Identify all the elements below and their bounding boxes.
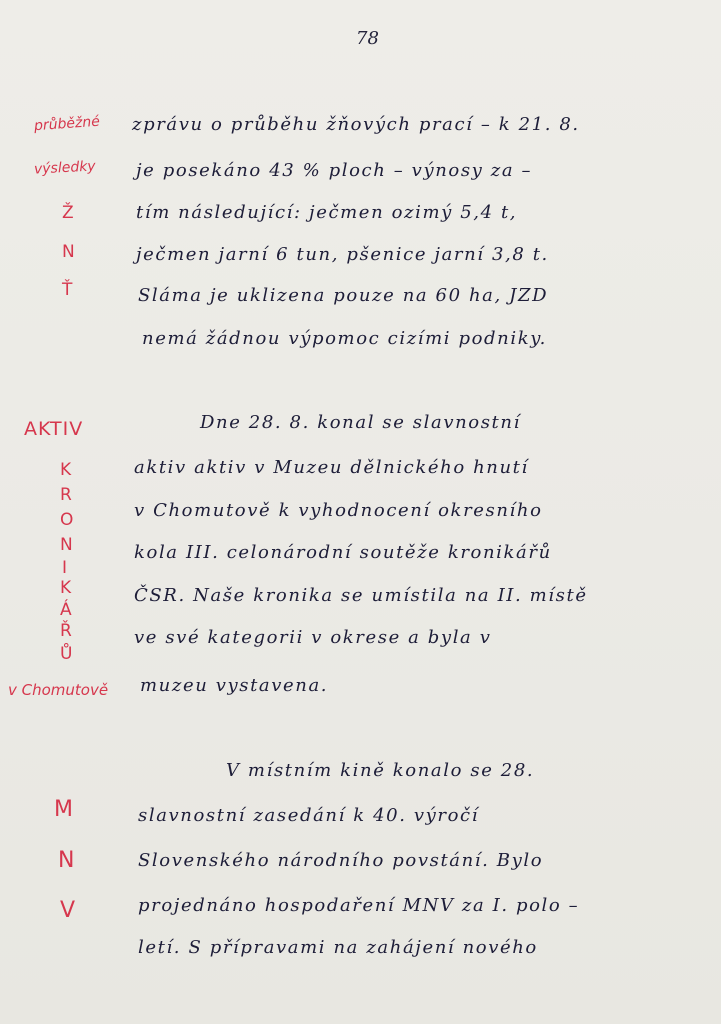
margin-letter-r-caron: Ř	[60, 621, 72, 641]
text-line: aktiv aktiv v Muzeu dělnického hnutí	[134, 457, 529, 478]
text-line: Sláma je uklizena pouze na 60 ha, JZD	[138, 285, 549, 306]
text-line: nemá žádnou výpomoc cizími podniky.	[142, 328, 547, 349]
text-line: letí. S přípravami na zahájení nového	[138, 937, 538, 958]
margin-letter-v: V	[60, 898, 76, 923]
margin-letter-n3: N	[58, 848, 75, 873]
margin-letter-z: Ž	[62, 203, 74, 223]
margin-letter-n: N	[62, 242, 75, 262]
text-line: v Chomutově k vyhodnocení okresního	[134, 500, 543, 521]
margin-letter-k1: K	[60, 460, 72, 480]
margin-letter-o: O	[60, 510, 74, 530]
text-line: ječmen jarní 6 tun, pšenice jarní 3,8 t.	[136, 244, 549, 265]
text-line: zprávu o průběhu žňových prací – k 21. 8.	[132, 114, 580, 135]
text-line: tím následující: ječmen ozimý 5,4 t,	[136, 202, 518, 223]
text-line: je posekáno 43 % ploch – výnosy za –	[136, 160, 533, 181]
margin-letter-t: Ť	[62, 280, 73, 300]
text-line: Slovenského národního povstání. Bylo	[138, 850, 544, 871]
margin-note-results-heading: výsledky	[33, 158, 97, 178]
text-line: ve své kategorii v okrese a byla v	[134, 627, 492, 648]
text-line: muzeu vystavena.	[140, 675, 329, 696]
margin-letter-m: M	[54, 797, 73, 822]
margin-letter-r: R	[60, 485, 72, 505]
margin-letter-u-ring: Ů	[60, 644, 73, 664]
text-line: projednáno hospodaření MNV za I. polo –	[138, 895, 580, 916]
text-line: kola III. celonárodní soutěže kronikářů	[134, 542, 552, 563]
margin-note-progress-heading: průběžné	[33, 113, 101, 135]
text-line: Dne 28. 8. konal se slavnostní	[200, 412, 521, 433]
margin-note-aktiv-heading: AKTIV	[24, 418, 84, 440]
page-number: 78	[356, 28, 379, 49]
margin-letter-n2: N	[60, 535, 73, 555]
margin-letter-k2: K	[60, 578, 72, 598]
margin-note-place: v Chomutově	[8, 681, 109, 699]
margin-letter-i: I	[62, 558, 68, 578]
text-line: slavnostní zasedání k 40. výročí	[138, 805, 480, 826]
text-line: ČSR. Naše kronika se umístila na II. místě	[134, 585, 588, 606]
margin-letter-a: Á	[60, 600, 72, 620]
text-line: V místním kině konalo se 28.	[226, 760, 535, 781]
